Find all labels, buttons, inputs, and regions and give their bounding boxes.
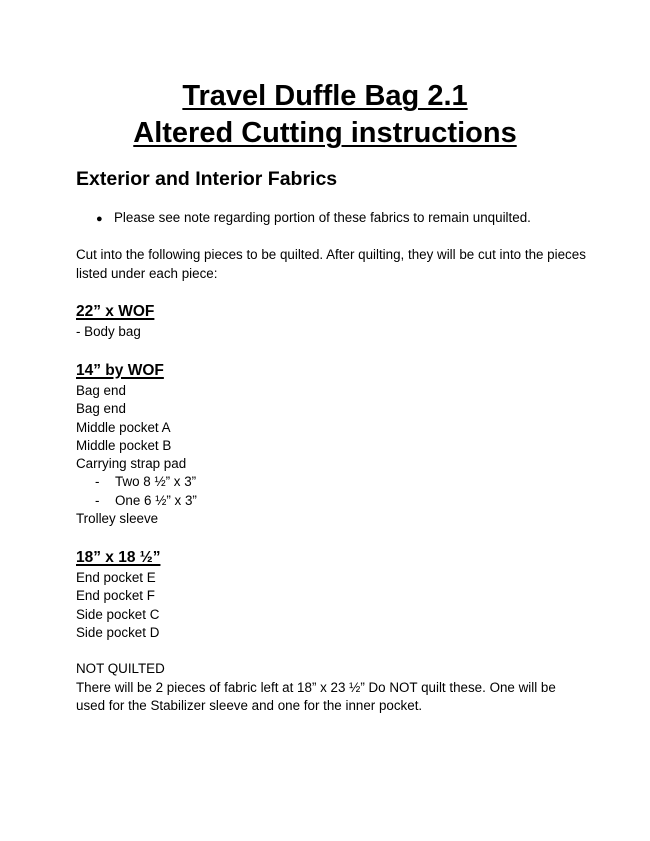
bullet-note-text: Please see note regarding portion of these fabrics to remain unquilted.	[114, 210, 531, 225]
bullet-note	[96, 209, 531, 228]
list-item: Side pocket D	[76, 624, 160, 640]
not-quilted-note	[76, 660, 586, 716]
list-item: Trolley sleeve	[76, 511, 159, 527]
list-item: Middle pocket A	[76, 419, 171, 435]
not-quilted-text: There will be 2 pieces of fabric left at 18” x 23 ½” Do NOT quilt these. One will be used for the Stabilizer sleeve and one for the inner pocket.	[76, 679, 556, 713]
dash-marker: -	[95, 474, 100, 490]
list-item: Side pocket C	[76, 606, 160, 622]
piece-list-22-wof	[76, 323, 141, 341]
piece-list-14-wof	[76, 382, 197, 528]
sub-list-item	[76, 473, 197, 491]
not-quilted-label: NOT QUILTED	[76, 661, 165, 676]
list-item: Bag end	[76, 401, 126, 417]
piece-heading-14-wof: 14” by WOF	[76, 362, 164, 379]
sub-list-item-text: One 6 ½” x 3”	[115, 492, 197, 508]
list-item: Bag end	[76, 383, 126, 398]
list-item: - Body bag	[76, 324, 141, 339]
list-item: Carrying strap pad	[76, 456, 187, 472]
document-title: Travel Duffle Bag 2.1	[182, 80, 468, 112]
dash-marker: -	[95, 492, 100, 508]
piece-heading-22-wof: 22” x WOF	[76, 303, 155, 320]
piece-heading-18-x-18-half: 18” x 18 ½”	[76, 549, 161, 566]
list-item: End pocket F	[76, 588, 155, 604]
list-item: Middle pocket B	[76, 437, 172, 453]
piece-list-18-x-18-half	[76, 569, 159, 642]
sub-list-item-text: Two 8 ½” x 3”	[115, 474, 197, 490]
sub-list-item	[76, 492, 197, 510]
list-item: End pocket E	[76, 570, 156, 585]
section-heading-fabrics: Exterior and Interior Fabrics	[76, 168, 338, 190]
document-subtitle: Altered Cutting instructions	[133, 117, 517, 149]
bullet-icon: ●	[96, 213, 103, 225]
intro-paragraph: Cut into the following pieces to be quilted. After quilting, they will be cut into the pieces listed under each piece:	[76, 247, 586, 281]
